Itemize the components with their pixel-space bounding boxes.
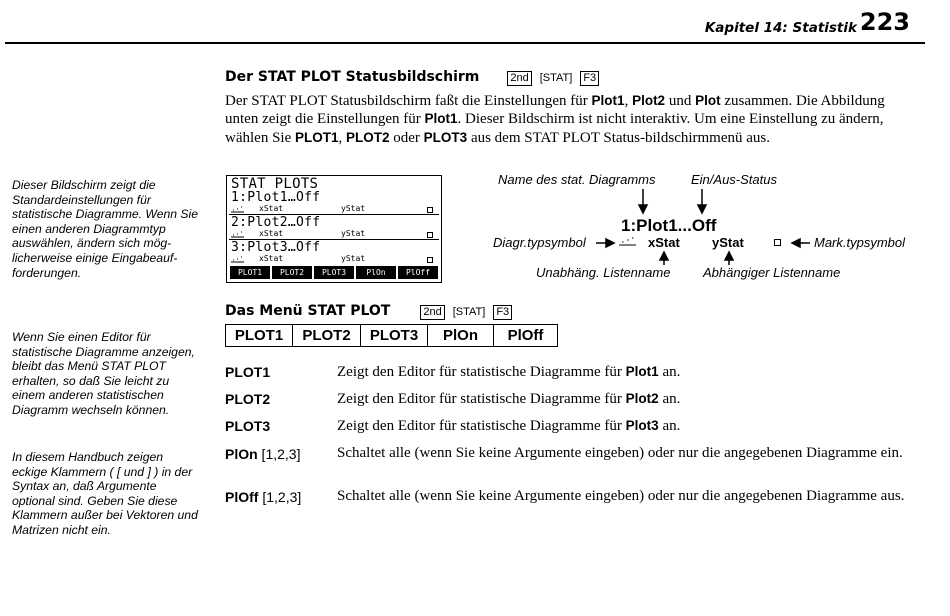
key-stat: [STAT]	[539, 72, 573, 84]
def-term-plot2: PLOT2	[225, 391, 271, 407]
def-term-ploff: PlOff [1,2,3]	[225, 489, 302, 505]
intro-paragraph: Der STAT PLOT Statusbildschirm faßt die Einstellungen für Plot1, Plot2 und Plot zusammen. Die Abbildung unten zeigt die Einstellungen für Plot1. Dieser Bildschirm ist nicht interaktiv. Um eine Einstellung zu ändern, wählen Sie PLOT1, PLOT2 oder PLOT3 aus dem STAT PLOT Status-bildschirmmenü aus.	[225, 93, 885, 146]
chapter-title: Kapitel 14: Statistik	[704, 20, 857, 36]
key-2nd: 2nd	[420, 305, 444, 320]
def-term-plot1: PLOT1	[225, 364, 271, 380]
key-2nd: 2nd	[507, 71, 531, 86]
calc-menu-plot1[interactable]: PLOT1	[230, 266, 270, 279]
menu-plot1[interactable]: PLOT1	[226, 325, 293, 346]
def-desc-plot2: Zeigt den Editor für statistische Diagramme für Plot2 an.	[337, 391, 681, 407]
def-desc-plon: Schaltet alle (wenn Sie keine Argumente eingeben) oder nur die angegebenen Diagramme ein.	[337, 445, 903, 461]
key-stat: [STAT]	[452, 306, 486, 318]
key-f3: F3	[580, 71, 599, 86]
menu-ploff[interactable]: PlOff	[507, 327, 544, 344]
diagram-ystat: yStat	[712, 235, 744, 250]
section-title: Der STAT PLOT Statusbildschirm	[225, 69, 480, 85]
calc-row-3: 3:Plot3…Off	[231, 240, 321, 255]
diagram-xstat: xStat	[648, 235, 680, 250]
sidebar-note-3: In diesem Handbuch zeigen eckige Klammern ( [ und ] ) in der Syntax an, daß Argumente optional sind. Geben Sie diese Klammern außer bei Vektoren und Matrizen nicht ein.	[12, 450, 198, 537]
calc-row-3-x: xStat	[259, 254, 284, 263]
calc-row-1-x: xStat	[259, 204, 284, 213]
key-f3: F3	[493, 305, 512, 320]
calc-title: STAT PLOTS	[231, 176, 319, 192]
label-plot-name: Name des stat. Diagramms	[498, 172, 656, 187]
calc-row-1-y: yStat	[341, 204, 366, 213]
label-x-list: Unabhäng. Listenname	[536, 265, 671, 280]
calc-row-2-y: yStat	[341, 229, 366, 238]
mark-type-icon	[774, 239, 781, 246]
scatter-type-icon	[619, 236, 637, 246]
calc-row-1: 1:Plot1…Off	[231, 190, 321, 205]
calc-row-2-x: xStat	[259, 229, 284, 238]
sidebar-note-1: Dieser Bildschirm zeigt die Standardeinstellungen für statistische Diagramme. Wenn Sie einen anderen Diagrammtyp auswählen, ändern sich mög-licherweise einige Eingabeauf-forderungen.	[12, 178, 199, 280]
section-title: Das Menü STAT PLOT	[225, 303, 391, 319]
section-heading-menu	[225, 302, 515, 320]
page-number: 223	[859, 8, 910, 36]
def-desc-ploff: Schaltet alle (wenn Sie keine Argumente eingeben) oder nur die angegebenen Diagramme aus.	[337, 488, 905, 504]
menu-plot3[interactable]: PLOT3	[361, 325, 428, 346]
def-term-plot3: PLOT3	[225, 418, 271, 434]
sidebar-note-2: Wenn Sie einen Editor für statistische Diagramme anzeigen, bleibt das Menü STAT PLOT erhalten, so daß Sie leicht zu einem anderen statistischen Diagramm wechseln können.	[12, 330, 195, 417]
calc-menu-plot3[interactable]: PLOT3	[314, 266, 354, 279]
label-mark-symbol: Mark.typsymbol	[814, 235, 906, 250]
calc-menu-ploff[interactable]: PlOff	[398, 266, 438, 279]
stat-plot-menu	[225, 324, 558, 347]
def-term-plon: PlOn [1,2,3]	[225, 446, 301, 462]
calc-menu-plon[interactable]: PlOn	[356, 266, 396, 279]
label-on-off-status: Ein/Aus-Status	[691, 172, 777, 187]
calc-menu-plot2[interactable]: PLOT2	[272, 266, 312, 279]
def-desc-plot1: Zeigt den Editor für statistische Diagramme für Plot1 an.	[337, 364, 681, 380]
menu-plot2[interactable]: PLOT2	[293, 325, 361, 346]
calc-row-3-y: yStat	[341, 254, 366, 263]
def-desc-plot3: Zeigt den Editor für statistische Diagramme für Plot3 an.	[337, 418, 681, 434]
calc-row-2: 2:Plot2…Off	[231, 215, 321, 230]
diagram-arrows	[0, 0, 950, 300]
diagram-plot-line: 1:Plot1...Off	[621, 216, 717, 235]
label-y-list: Abhängiger Listenname	[703, 265, 841, 280]
menu-plon[interactable]: PlOn	[428, 325, 494, 346]
label-type-symbol: Diagr.typsymbol	[493, 235, 586, 250]
